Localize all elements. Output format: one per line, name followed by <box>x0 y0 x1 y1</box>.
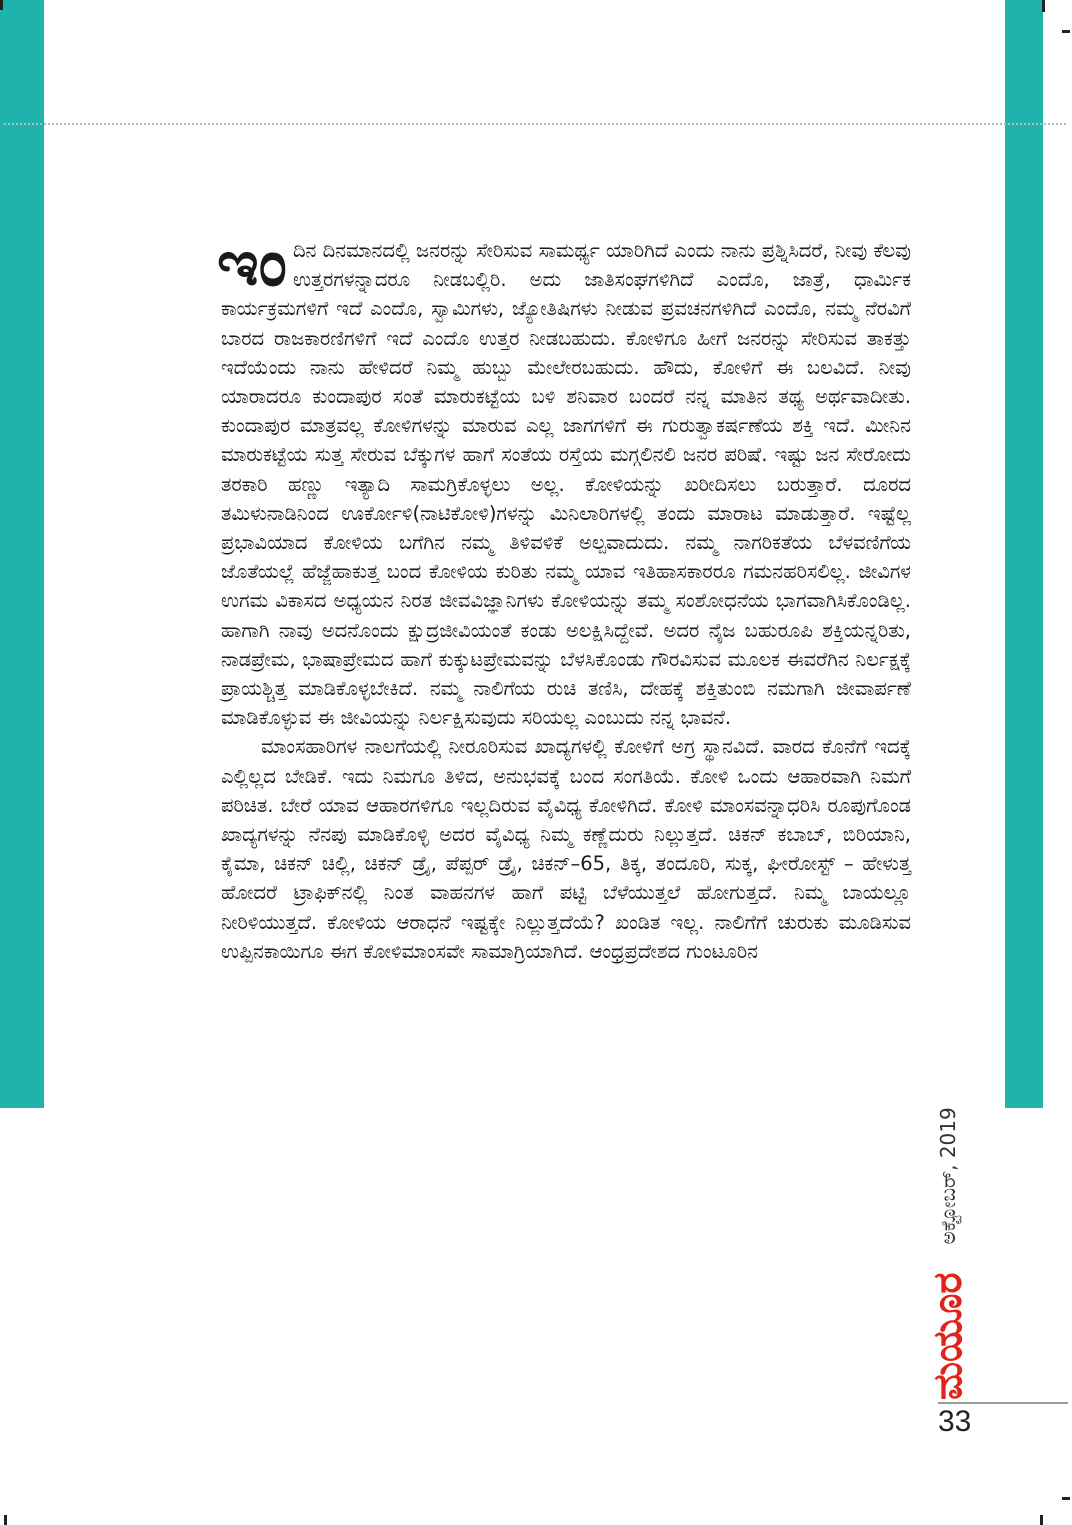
crop-mark-bottom-left <box>4 1515 7 1525</box>
article-body <box>217 227 911 966</box>
page-number: 33 <box>938 1405 972 1438</box>
crop-mark-bottom-right <box>1040 1515 1043 1525</box>
right-color-band <box>1005 0 1043 1108</box>
magazine-name: ಮಯೂರ <box>925 1272 971 1400</box>
magazine-vertical-label <box>918 980 978 1400</box>
footer-rule <box>938 1402 1068 1404</box>
left-color-band <box>0 0 44 1108</box>
dotted-divider <box>4 123 1066 125</box>
crop-mark-right-top <box>1062 30 1070 33</box>
paragraph-1 <box>217 227 911 732</box>
crop-mark-top-right <box>1042 0 1045 12</box>
drop-cap: ಇಂ <box>217 227 287 301</box>
issue-date: ಅಕ್ಟೋಬರ್, 2019 <box>936 1107 960 1245</box>
paragraph-1-text: ದಿನ ದಿನಮಾನದಲ್ಲಿ ಜನರನ್ನು ಸೇರಿಸುವ ಸಾಮರ್ಥ್ಯ ಯಾರಿಗಿದೆ ಎಂದು ನಾನು ಪ್ರಶ್ನಿಸಿದರೆ, ನೀವು ಕೆಲವು ಉತ್ತರಗಳನ್ನಾದರೂ ನೀಡಬಲ್ಲಿರಿ. ಅದು ಜಾತಿಸಂಘಗಳಿಗಿದೆ ಎಂದೊ, ಜಾತ್ರೆ, ಧಾರ್ಮಿಕ ಕಾರ್ಯಕ್ರಮಗಳಿಗೆ ಇದೆ ಎಂದೊ, ಸ್ವಾಮಿಗಳು, ಜ್ಯೋತಿಷಿಗಳು ನೀಡುವ ಪ್ರವಚನಗಳಿಗಿದೆ ಎಂದೊ, ನಮ್ಮ ನೆರವಿಗೆ ಬಾರದ ರಾಜಕಾರಣಿಗಳಿಗೆ ಇದೆ ಎಂದೊ ಉತ್ತರ ನೀಡಬಹುದು. ಕೋಳಿಗೂ ಹೀಗೆ ಜನರನ್ನು ಸೇರಿಸುವ ತಾಕತ್ತು ಇದೆಯೆಂದು ನಾನು ಹೇಳಿದರೆ ನಿಮ್ಮ ಹುಬ್ಬು ಮೇಲೇರಬಹುದು. ಹೌದು, ಕೋಳಿಗೆ ಈ ಬಲವಿದೆ. ನೀವು ಯಾರಾದರೂ ಕುಂದಾಪುರ ಸಂತೆ ಮಾರುಕಟ್ಟೆಯ ಬಳಿ ಶನಿವಾರ ಬಂದರೆ ನನ್ನ ಮಾತಿನ ತಥ್ಯ ಅರ್ಥವಾದೀತು. ಕುಂದಾಪುರ ಮಾತ್ರವಲ್ಲ ಕೋಳಿಗಳನ್ನು ಮಾರುವ ಎಲ್ಲ ಜಾಗಗಳಿಗೆ ಈ ಗುರುತ್ವಾಕರ್ಷಣೆಯ ಶಕ್ತಿ ಇದೆ. ಮೀನಿನ ಮಾರುಕಟ್ಟೆಯ ಸುತ್ತ ಸೇರುವ ಬೆಕ್ಕುಗಳ ಹಾಗೆ ಸಂತೆಯ ರಸ್ತೆಯ ಮಗ್ಗಲಿನಲಿ ಜನರ ಪರಿಷೆ. ಇಷ್ಟು ಜನ ಸೇರೋದು ತರಕಾರಿ ಹಣ್ಣು ಇತ್ಯಾದಿ ಸಾಮಗ್ರಿಕೊಳ್ಳಲು ಅಲ್ಲ. ಕೋಳಿಯನ್ನು ಖರೀದಿಸಲು ಬರುತ್ತಾರೆ. ದೂರದ ತಮಿಳುನಾಡಿನಿಂದ ಊರ್ಕೋಳಿ(ನಾಟಿಕೋಳಿ)ಗಳನ್ನು ಮಿನಿಲಾರಿಗಳಲ್ಲಿ ತಂದು ಮಾರಾಟ ಮಾಡುತ್ತಾರೆ. ಇಷ್ಟೆಲ್ಲ ಪ್ರಭಾವಿಯಾದ ಕೋಳಿಯ ಬಗೆಗಿನ ನಮ್ಮ ತಿಳಿವಳಿಕೆ ಅಲ್ಪವಾದುದು. ನಮ್ಮ ನಾಗರಿಕತೆಯ ಬೆಳವಣಿಗೆಯ ಜೊತೆಯಲ್ಲೆ ಹೆಜ್ಜೆಹಾಕುತ್ತ ಬಂದ ಕೋಳಿಯ ಕುರಿತು ನಮ್ಮ ಯಾವ ಇತಿಹಾಸಕಾರರೂ ಗಮನಹರಿಸಲಿಲ್ಲ. ಜೀವಿಗಳ ಉಗಮ ವಿಕಾಸದ ಅಧ್ಯಯನ ನಿರತ ಜೀವವಿಜ್ಞಾನಿಗಳು ಕೋಳಿಯನ್ನು ತಮ್ಮ ಸಂಶೋಧನೆಯ ಭಾಗವಾಗಿಸಿಕೊಂಡಿಲ್ಲ. ಹಾಗಾಗಿ ನಾವು ಅದನೊಂದು ಕ್ಷುದ್ರಜೀವಿಯಂತೆ ಕಂಡು ಅಲಕ್ಷಿಸಿದ್ದೇವೆ. ಅದರ ನೈಜ ಬಹುರೂಪಿ ಶಕ್ತಿಯನ್ನರಿತು, ನಾಡಪ್ರೇಮ, ಭಾಷಾಪ್ರೇಮದ ಹಾಗೆ ಕುಕ್ಕುಟಪ್ರೇಮವನ್ನು ಬೆಳಸಿಕೊಂಡು ಗೌರವಿಸುವ ಮೂಲಕ ಈವರೆಗಿನ ನಿರ್ಲಕ್ಷಕ್ಕೆ ಪ್ರಾಯಶ್ಚಿತ್ತ ಮಾಡಿಕೊಳ್ಳಬೇಕಿದೆ. ನಮ್ಮ ನಾಲಿಗೆಯ ರುಚಿ ತಣಿಸಿ, ದೇಹಕ್ಕೆ ಶಕ್ತಿತುಂಬಿ ನಮಗಾಗಿ ಜೀವಾರ್ಪಣೆ ಮಾಡಿಕೊಳ್ಳುವ ಈ ಜೀವಿಯನ್ನು ನಿರ್ಲಕ್ಷಿಸುವುದು ಸರಿಯಲ್ಲ ಎಂಬುದು ನನ್ನ ಭಾವನೆ. <box>221 239 911 730</box>
crop-mark-top-left <box>0 0 3 10</box>
crop-mark-right-bottom <box>1062 1497 1070 1500</box>
paragraph-2: ಮಾಂಸಹಾರಿಗಳ ನಾಲಗೆಯಲ್ಲಿ ನೀರೂರಿಸುವ ಖಾದ್ಯಗಳಲ್ಲಿ ಕೋಳಿಗೆ ಅಗ್ರ ಸ್ಥಾನವಿದೆ. ವಾರದ ಕೊನೆಗೆ ಇದಕ್ಕೆ ಎಲ್ಲಿಲ್ಲದ ಬೇಡಿಕೆ. ಇದು ನಿಮಗೂ ತಿಳಿದ, ಅನುಭವಕ್ಕೆ ಬಂದ ಸಂಗತಿಯೆ. ಕೋಳಿ ಒಂದು ಆಹಾರವಾಗಿ ನಿಮಗೆ ಪರಿಚಿತ. ಬೇರೆ ಯಾವ ಆಹಾರಗಳಿಗೂ ಇಲ್ಲದಿರುವ ವೈವಿಧ್ಯ ಕೋಳಿಗಿದೆ. ಕೋಳಿ ಮಾಂಸವನ್ನಾಧರಿಸಿ ರೂಪುಗೊಂಡ ಖಾದ್ಯಗಳನ್ನು ನೆನಪು ಮಾಡಿಕೊಳ್ಳಿ ಅದರ ವೈವಿಧ್ಯ ನಿಮ್ಮ ಕಣ್ಣೆದುರು ನಿಲ್ಲುತ್ತದೆ. ಚಿಕನ್ ಕಬಾಬ್, ಬಿರಿಯಾನಿ, ಕೈಮಾ, ಚಿಕನ್ ಚಿಲ್ಲಿ, ಚಿಕನ್ ಡ್ರೈ, ಪೆಪ್ಪರ್ ಡ್ರೈ, ಚಿಕನ್–65, ತಿಕ್ಕ, ತಂದೂರಿ, ಸುಕ್ಕ, ಘೀರೋಸ್ಟ್ – ಹೇಳುತ್ತ ಹೋದರೆ ಟ್ರಾಫಿಕ್‌ನಲ್ಲಿ ನಿಂತ ವಾಹನಗಳ ಹಾಗೆ ಪಟ್ಟಿ ಬೆಳೆಯುತ್ತಲೆ ಹೋಗುತ್ತದೆ. ನಿಮ್ಮ ಬಾಯಲ್ಲೂ ನೀರಿಳಿಯುತ್ತದೆ. ಕೋಳಿಯ ಆರಾಧನೆ ಇಷ್ಟಕ್ಕೇ ನಿಲ್ಲುತ್ತದೆಯೆ? ಖಂಡಿತ ಇಲ್ಲ. ನಾಲಿಗೆಗೆ ಚುರುಕು ಮೂಡಿಸುವ ಉಪ್ಪಿನಕಾಯಿಗೂ ಈಗ ಕೋಳಿಮಾಂಸವೇ ಸಾಮಾಗ್ರಿಯಾಗಿದೆ. ಆಂಧ್ರಪ್ರದೇಶದ ಗುಂಟೂರಿನ <box>221 735 911 963</box>
